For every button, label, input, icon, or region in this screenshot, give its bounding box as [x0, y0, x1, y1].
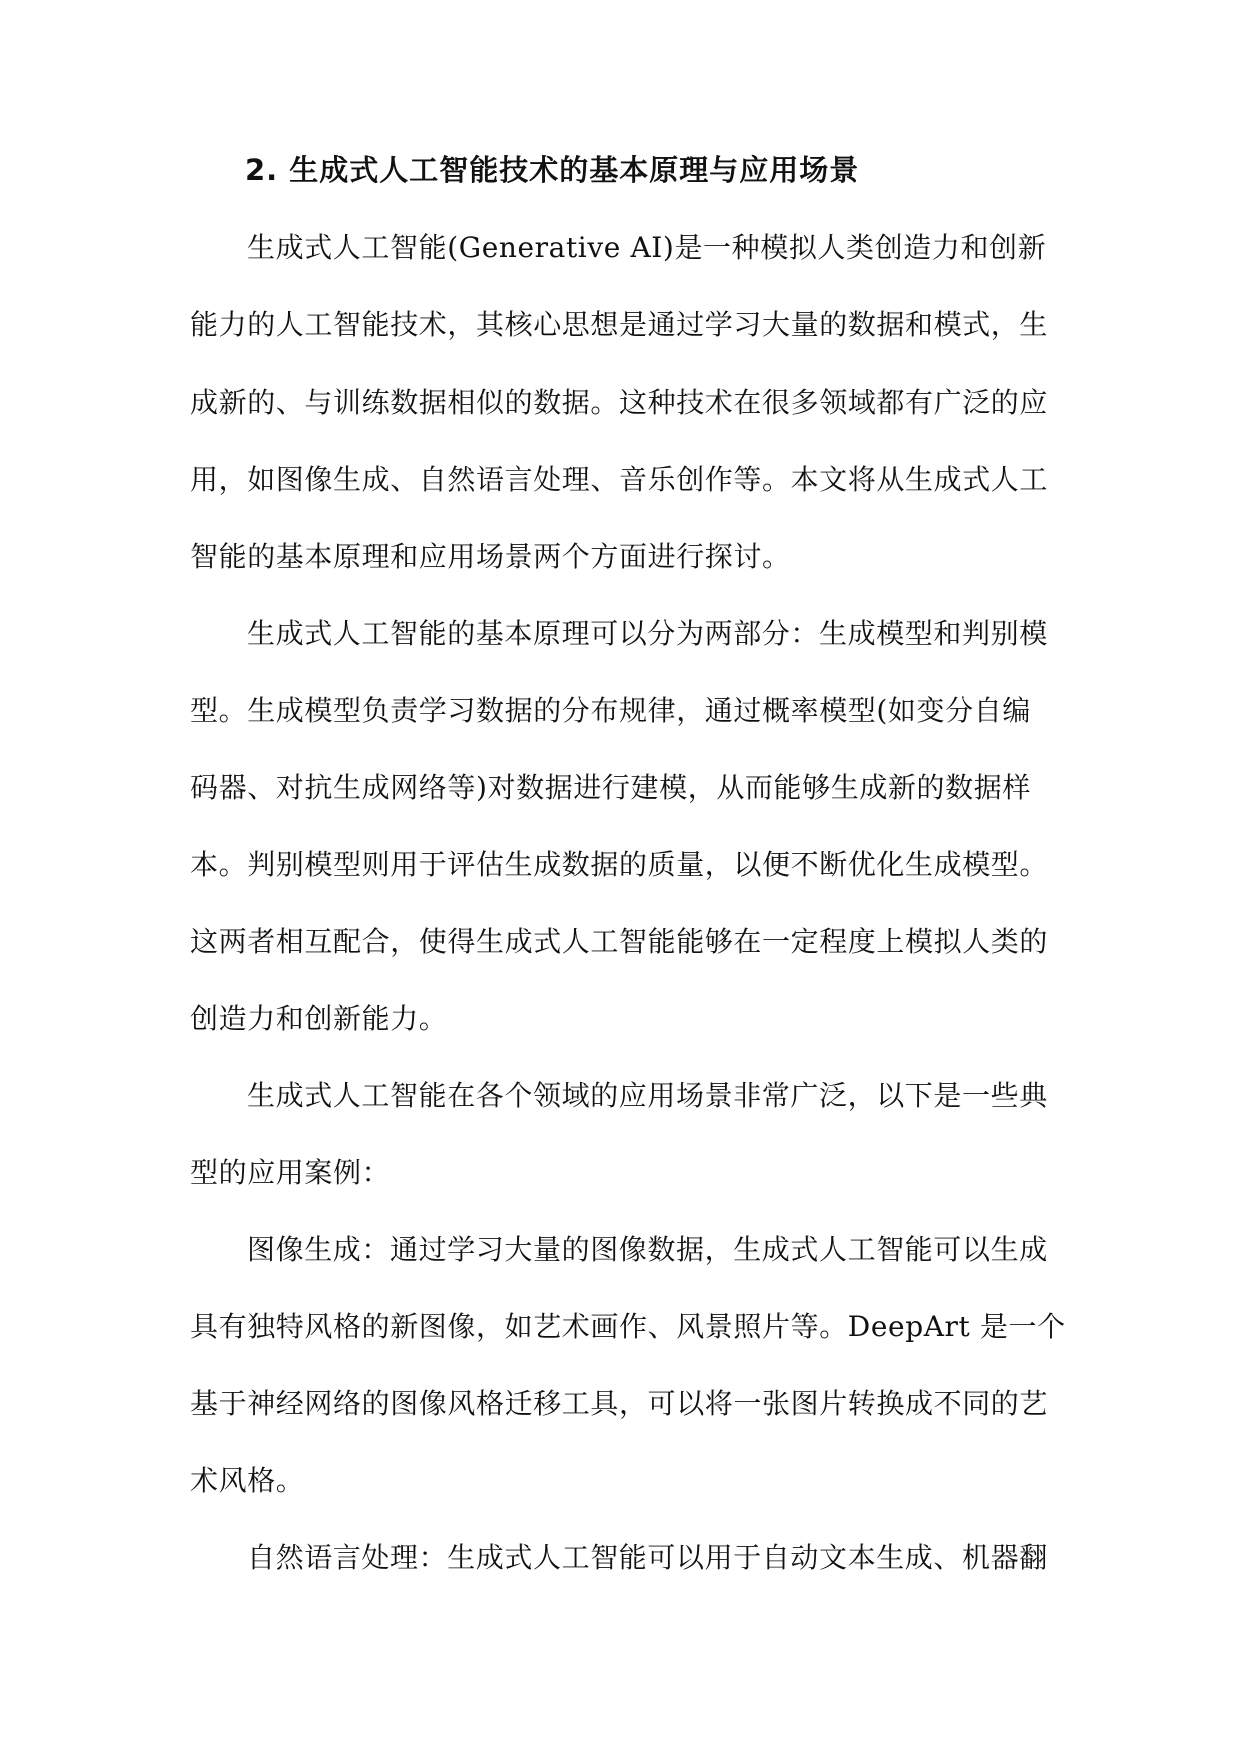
paragraph-line: 创造力和创新能力。	[190, 1002, 448, 1035]
paragraph-line: 基于神经网络的图像风格迁移工具，可以将一张图片转换成不同的艺	[190, 1387, 1049, 1420]
paragraph-line: 具有独特风格的新图像，如艺术画作、风景照片等。DeepArt 是一个	[190, 1310, 1066, 1343]
paragraph-line: 生成式人工智能(Generative AI)是一种模拟人类创造力和创新	[247, 231, 1047, 264]
paragraph-line: 码器、对抗生成网络等)对数据进行建模，从而能够生成新的数据样	[190, 771, 1031, 804]
paragraph-line: 图像生成：通过学习大量的图像数据，生成式人工智能可以生成	[247, 1233, 1048, 1266]
paragraph-line: 生成式人工智能的基本原理可以分为两部分：生成模型和判别模	[247, 617, 1048, 650]
paragraph-line: 术风格。	[190, 1464, 305, 1497]
paragraph-line: 型的应用案例：	[190, 1156, 391, 1189]
paragraph-line: 型。生成模型负责学习数据的分布规律，通过概率模型(如变分自编	[190, 694, 1031, 727]
paragraph-line: 智能的基本原理和应用场景两个方面进行探讨。	[190, 540, 791, 573]
paragraph-line: 本。判别模型则用于评估生成数据的质量，以便不断优化生成模型。	[190, 848, 1049, 881]
paragraph-line: 自然语言处理：生成式人工智能可以用于自动文本生成、机器翻	[247, 1541, 1048, 1574]
paragraph-line: 生成式人工智能在各个领域的应用场景非常广泛，以下是一些典	[247, 1079, 1048, 1112]
paragraph-line: 成新的、与训练数据相似的数据。这种技术在很多领域都有广泛的应	[190, 386, 1049, 419]
paragraph-line: 这两者相互配合，使得生成式人工智能能够在一定程度上模拟人类的	[190, 925, 1049, 958]
section-heading: 2. 生成式人工智能技术的基本原理与应用场景	[245, 153, 860, 187]
paragraph-line: 用，如图像生成、自然语言处理、音乐创作等。本文将从生成式人工	[190, 463, 1049, 496]
paragraph-line: 能力的人工智能技术，其核心思想是通过学习大量的数据和模式，生	[190, 308, 1049, 341]
